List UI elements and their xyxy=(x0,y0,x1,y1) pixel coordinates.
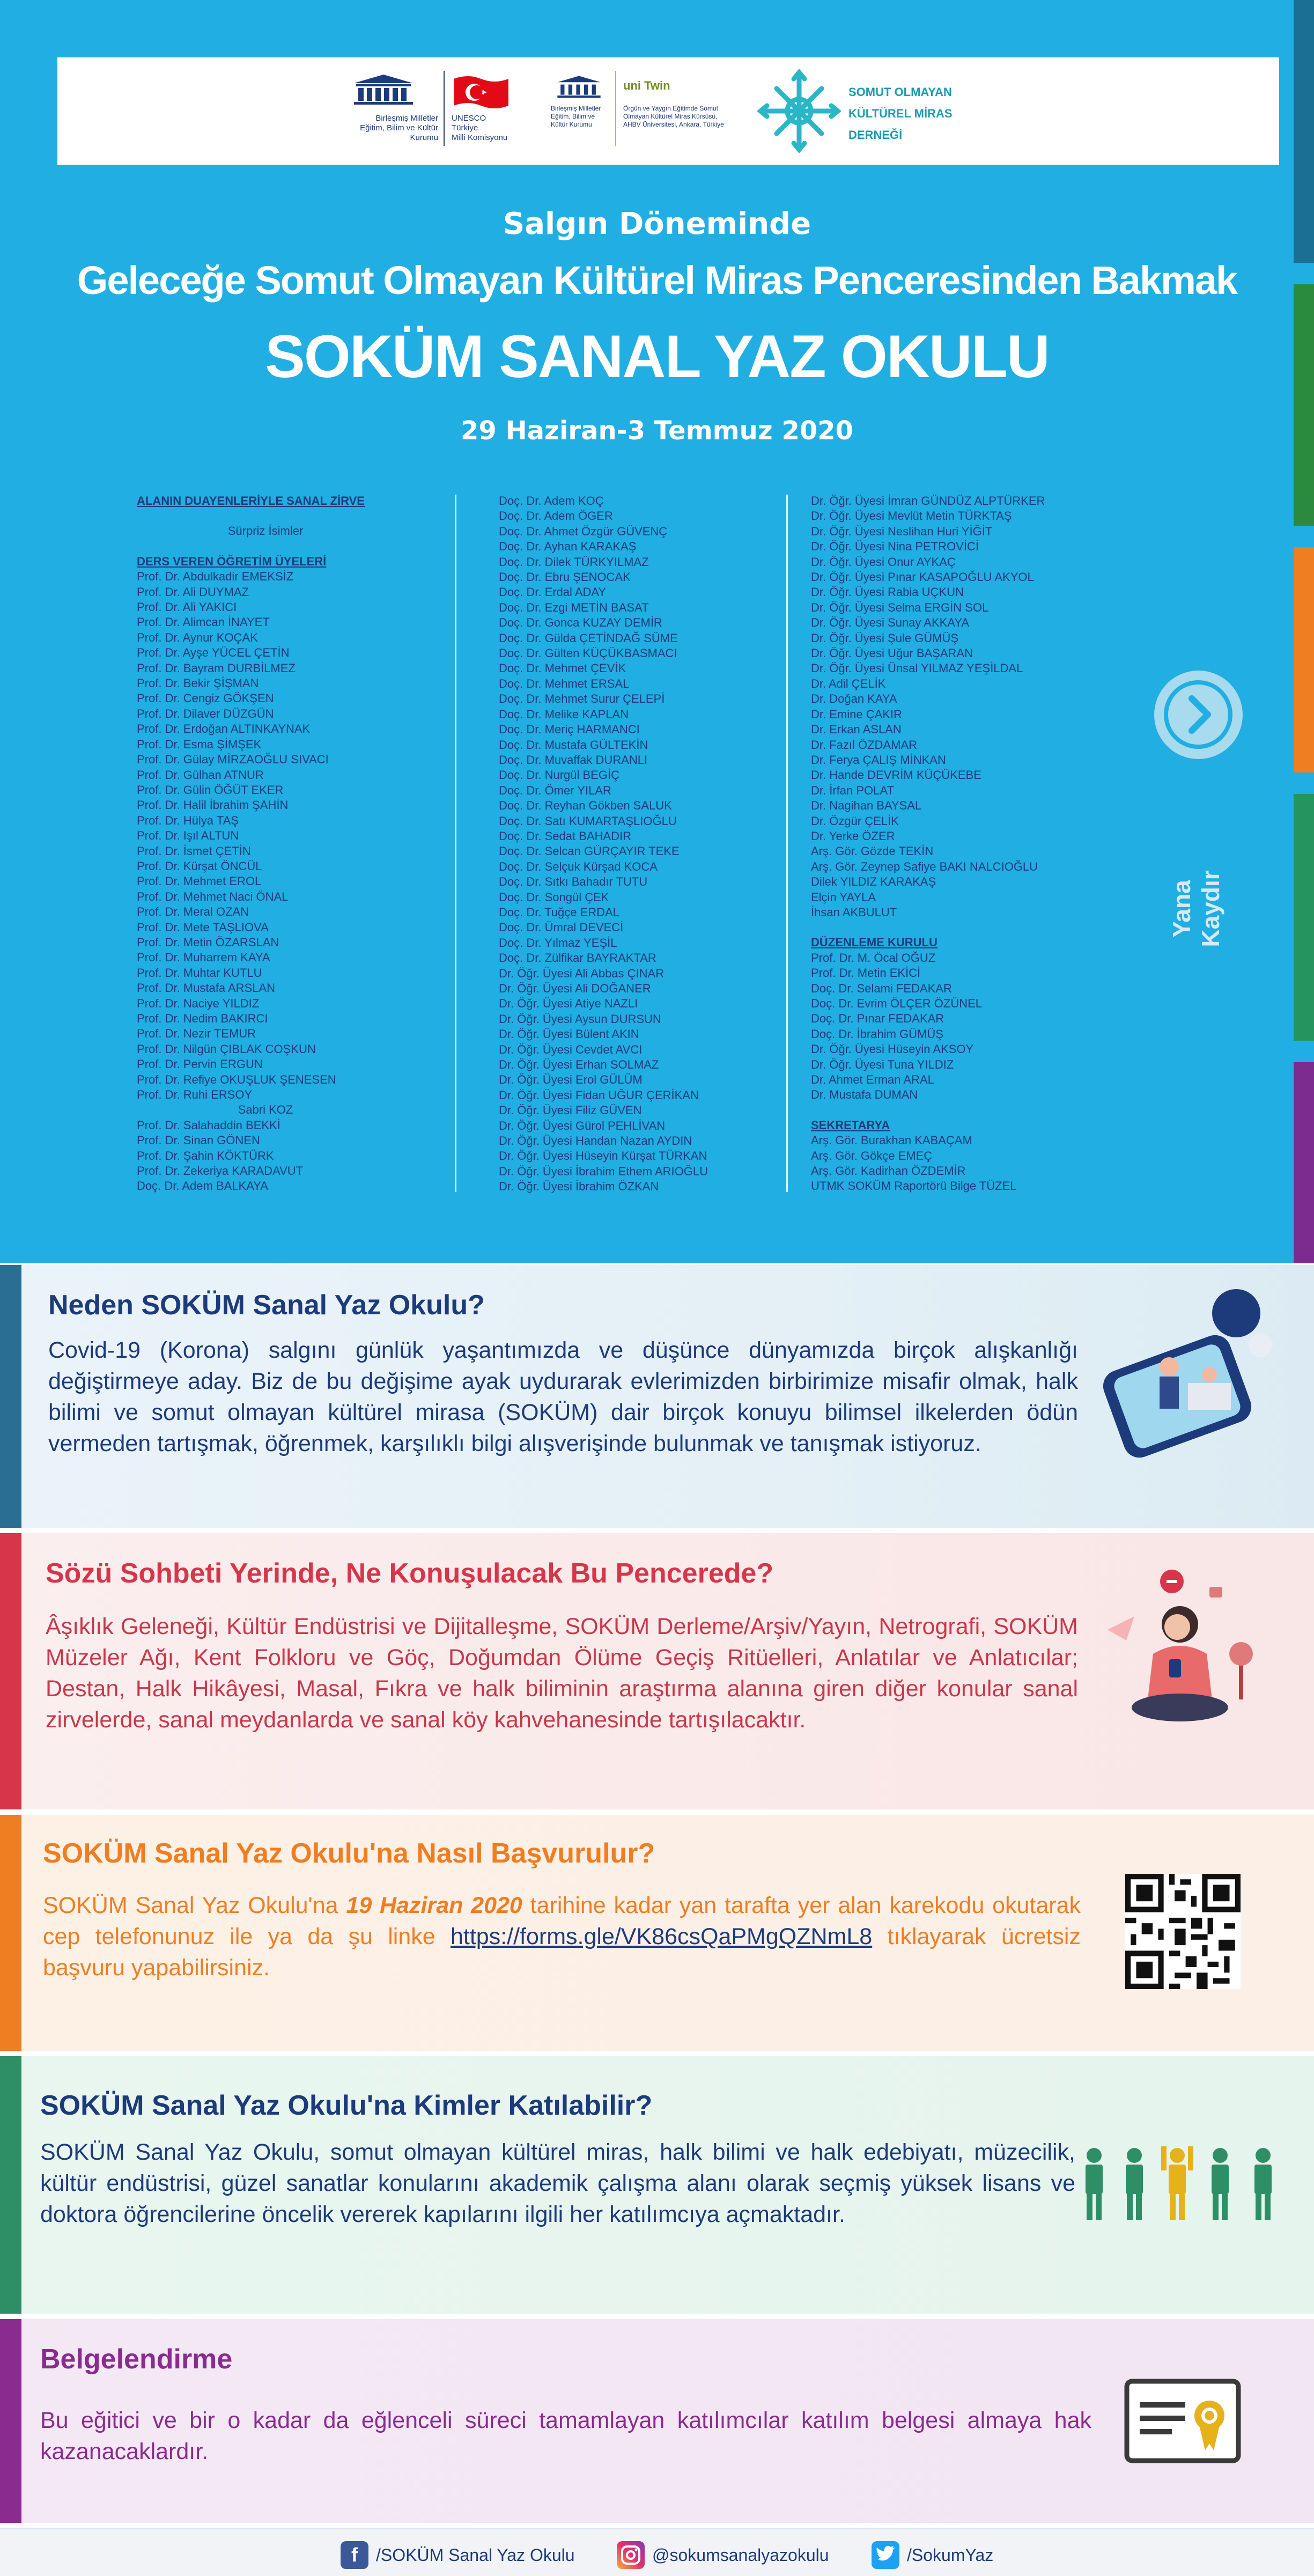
faculty-name: Dr. Öğr. Üyesi Bülent AKIN xyxy=(499,1027,639,1041)
faculty-name: Doç. Dr. Yılmaz YEŞİL xyxy=(499,936,617,950)
faculty-name: Dr. Öğr. Üyesi Mevlüt Metin TÜRKTAŞ xyxy=(811,509,1012,523)
faculty-name: Dr. Nagihan BAYSAL xyxy=(811,799,922,813)
faculty-name: Dr. Öğr. Üyesi Sunay AKKAYA xyxy=(811,616,970,630)
faculty-name: UTMK SOKÜM Raportörü Bilge TÜZEL xyxy=(811,1179,1017,1193)
facebook-icon: f xyxy=(341,2541,368,2569)
faculty-name: İhsan AKBULUT xyxy=(811,905,897,919)
faculty-name: Dr. Ferya ÇALIŞ MİNKAN xyxy=(811,753,946,767)
stripe-orange xyxy=(1294,547,1314,772)
faculty-name: Prof. Dr. Şahin KÖKTÜRK xyxy=(137,1149,274,1162)
section-why xyxy=(0,1265,1314,1528)
faculty-name: Prof. Dr. Nedim BAKIRCI xyxy=(137,1012,268,1025)
turkish-flag-icon xyxy=(452,73,511,111)
logo-divider xyxy=(444,71,445,146)
faculty-name: Prof. Dr. M. Öcal OĞUZ xyxy=(811,951,936,965)
faculty-name: Doç. Dr. Satı KUMARTAŞLIOĞLU xyxy=(499,814,677,828)
section-why-title: Neden SOKÜM Sanal Yaz Okulu? xyxy=(48,1290,485,1321)
faculty-name: Prof. Dr. Nilgün ÇIBLAK COŞKUN xyxy=(137,1042,316,1056)
event-dates: 29 Haziran-3 Temmuz 2020 xyxy=(460,416,854,446)
faculty-name: Prof. Dr. Işıl ALTUN xyxy=(137,829,239,843)
faculty-name: Dr. Öğr. Üyesi İmran GÜNDÜZ ALPTÜRKER xyxy=(811,494,1045,507)
faculty-name: Prof. Dr. Alimcan İNAYET xyxy=(137,615,270,629)
faculty-name: Dr. Öğr. Üyesi Fidan UĞUR ÇERİKAN xyxy=(499,1088,699,1102)
section-certificate-body: Bu eğitici ve bir o kadar da eğlenceli süreci tamamlayan katılımcılar katılım belgesi almaya hak kazanacaklardır. xyxy=(40,2408,1091,2464)
faculty-name: Doç. Dr. Reyhan Gökben SALUK xyxy=(499,799,672,813)
faculty-name: Doç. Dr. Ahmet Özgür GÜVENÇ xyxy=(499,524,668,538)
unitwin-text: Örgün ve Yaygın Eğitimde Somut Olmayan Kültürel Miras Kürsüsü, AHBV Üniversitesi, Ankara, Türkiye xyxy=(623,105,724,128)
faculty-name: Prof. Dr. Cengiz GÖKŞEN xyxy=(137,691,274,705)
faculty-name: Dr. Fazıl ÖZDAMAR xyxy=(811,738,918,752)
faculty-name: Arş. Gör. Burakhan KABAÇAM xyxy=(811,1134,972,1147)
column-heading: ALANIN DUAYENLERİYLE SANAL ZİRVE xyxy=(137,494,365,507)
faculty-name: Dr. Öğr. Üyesi Neslihan Huri YİĞİT xyxy=(811,524,993,538)
section-topics-body: Âşıklık Geleneği, Kültür Endüstrisi ve Dijitalleşme, SOKÜM Derleme/Arşiv/Yayın, Netrografi, SOKÜM Müzeler Ağı, Kent Folkloru ve Göç, Doğumdan Ölüme Geçiş Ritüelleri, Anlatılar ve Anlatıcılar; Destan, Halk Hikâyesi, Masal, Fıkra ve halk biliminin araştırma alanına giren diğer konular sanal zirvelerde, sanal meydanlarda ve sanal köy kahvehanesinde tartışılacaktır. xyxy=(46,1614,1078,1733)
faculty-name: Dr. Öğr. Üyesi Handan Nazan AYDIN xyxy=(499,1134,692,1148)
faculty-name: Prof. Dr. Halil İbrahim ŞAHİN xyxy=(137,798,289,812)
section-apply xyxy=(0,1815,1314,2051)
sokum-association-icon xyxy=(756,68,842,154)
faculty-name: Doç. Dr. Gonca KUZAY DEMİR xyxy=(499,616,662,630)
faculty-name: Doç. Dr. Evrim ÖLÇER ÖZÜNEL xyxy=(811,997,983,1010)
faculty-name: Arş. Gör. Gökçe EMEÇ xyxy=(811,1149,933,1162)
faculty-name: Prof. Dr. Kürşat ÖNCÜL xyxy=(137,859,262,873)
faculty-name: Dr. Öğr. Üyesi Ali Abbas ÇINAR xyxy=(499,966,665,980)
faculty-name: Dr. İrfan POLAT xyxy=(811,783,894,797)
footer-social-bar xyxy=(0,2528,1314,2576)
faculty-name: Prof. Dr. Hülya TAŞ xyxy=(137,813,239,827)
page-title: SOKÜM SANAL YAZ OKULU xyxy=(265,323,1049,390)
stripe-green xyxy=(1294,284,1314,526)
faculty-name: Dr. Öğr. Üyesi Cevdet AVCI xyxy=(499,1042,643,1056)
faculty-name: Dr. Öğr. Üyesi Ali DOĞANER xyxy=(499,982,651,995)
swipe-label: Yana Kaydır xyxy=(1168,870,1224,947)
instagram-icon xyxy=(617,2541,645,2569)
section-who xyxy=(0,2056,1314,2314)
twitter-icon xyxy=(872,2541,899,2569)
faculty-name: Doç. Dr. Pınar FEDAKAR xyxy=(811,1012,944,1026)
column-divider-1 xyxy=(455,495,456,1192)
twitter-label: /SokumYaz xyxy=(907,2545,994,2565)
faculty-name: Doç. Dr. Songül ÇEK xyxy=(499,890,609,904)
next-page-button[interactable] xyxy=(1154,671,1243,759)
twitter-link[interactable] xyxy=(872,2541,993,2569)
unesco-name-text-2: Birleşmiş Milletler Eğitim, Bilim ve Kültür Kurumu xyxy=(551,105,601,128)
column-spacer xyxy=(811,920,1154,935)
unitwin-logo: uni Twin xyxy=(623,79,670,92)
faculty-name: Prof. Dr. Esma ŞİMŞEK xyxy=(137,737,262,751)
faculty-name: Prof. Dr. Metin ÖZARSLAN xyxy=(137,935,279,949)
faculty-name: Dilek YILDIZ KARAKAŞ xyxy=(811,875,936,889)
faculty-name: Arş. Gör. Gözde TEKİN xyxy=(811,844,934,858)
section-certificate xyxy=(0,2319,1314,2523)
faculty-name: Dr. Öğr. Üyesi Hüseyin AKSOY xyxy=(811,1042,974,1056)
faculty-name: Doç. Dr. Gülten KÜÇÜKBASMACI xyxy=(499,646,677,660)
column-faculty-1 xyxy=(137,494,394,1194)
faculty-name: Prof. Dr. Refiye OKUŞLUK ŞENESEN xyxy=(137,1072,336,1086)
column-faculty-3 xyxy=(811,494,1154,1194)
faculty-name: Doç. Dr. Mehmet ERSAL xyxy=(499,676,630,690)
faculty-name: Dr. Öğr. Üyesi Hüseyin Kürşat TÜRKAN xyxy=(499,1149,707,1163)
faculty-name: Dr. Öğr. Üyesi Selma ERGİN SOL xyxy=(811,600,989,614)
faculty-name: Dr. Yerke ÖZER xyxy=(811,829,895,843)
faculty-name: Doç. Dr. Zülfikar BAYRAKTAR xyxy=(499,951,656,965)
facebook-link[interactable] xyxy=(341,2541,575,2569)
faculty-name: Prof. Dr. Bekir ŞİŞMAN xyxy=(137,676,259,690)
faculty-name: Dr. Öğr. Üyesi Uğur BAŞARAN xyxy=(811,646,973,660)
section-who-title: SOKÜM Sanal Yaz Okulu'na Kimler Katılabilir? xyxy=(40,2090,653,2121)
faculty-name: Doç. Dr. Tuğçe ERDAL xyxy=(499,905,619,919)
faculty-name: Dr. Öğr. Üyesi Şule GÜMÜŞ xyxy=(811,631,959,645)
faculty-name: Prof. Dr. Ruhi ERSOY xyxy=(137,1088,253,1102)
faculty-name: Prof. Dr. Gülay MİRZAOĞLU SIVACI xyxy=(137,753,329,767)
faculty-name: Doç. Dr. Ömer YILAR xyxy=(499,783,611,797)
faculty-name: Prof. Dr. Ali YAKICI xyxy=(137,600,237,614)
faculty-name: Doç. Dr. Mustafa GÜLTEKİN xyxy=(499,738,648,752)
faculty-name: Doç. Dr. Ebru ŞENOCAK xyxy=(499,570,631,584)
faculty-name: Doç. Dr. Dilek TÜRKYILMAZ xyxy=(499,555,649,569)
faculty-name: Prof. Dr. Abdulkadir EMEKSİZ xyxy=(137,570,294,584)
header-subtitle: Salgın Döneminde xyxy=(503,207,811,241)
faculty-name: Prof. Dr. Zekeriya KARADAVUT xyxy=(137,1164,304,1178)
faculty-name: Dr. Öğr. Üyesi Atiye NAZLI xyxy=(499,997,638,1011)
faculty-name: Dr. Öğr. Üyesi İbrahim Ethem ARIOĞLU xyxy=(499,1164,708,1178)
section-certificate-title: Belgelendirme xyxy=(40,2344,233,2375)
faculty-name: Doç. Dr. Ayhan KARAKAŞ xyxy=(499,540,637,554)
faculty-name: Dr. Öğr. Üyesi Ünsal YILMAZ YEŞİLDAL xyxy=(811,661,1023,675)
unesco-name-text: Birleşmiş Milletler Eğitim, Bilim ve Kültür Kurumu xyxy=(360,114,438,142)
header-theme: Geleceğe Somut Olmayan Kültürel Miras Penceresinden Bakmak xyxy=(77,258,1237,303)
faculty-name: Doç. Dr. Mehmet Surur ÇELEPİ xyxy=(499,692,665,706)
section-apply-title: SOKÜM Sanal Yaz Okulu'na Nasıl Başvurulur? xyxy=(43,1838,655,1869)
section-topics xyxy=(0,1533,1314,1809)
online-class-illustration xyxy=(1099,1286,1276,1463)
section-why-accent xyxy=(0,1265,21,1528)
instagram-link[interactable] xyxy=(617,2541,829,2569)
faculty-name: Prof. Dr. Mustafa ARSLAN xyxy=(137,981,275,995)
faculty-name: Dr. Öğr. Üyesi Nina PETROVİCİ xyxy=(811,540,979,554)
faculty-name: Doç. Dr. Selçuk Kürşad KOCA xyxy=(499,859,658,873)
faculty-name: Dr. Öğr. Üyesi Aysun DURSUN xyxy=(499,1012,661,1026)
faculty-name: Dr. Erkan ASLAN xyxy=(811,723,902,737)
logo-divider-2 xyxy=(615,71,616,146)
section-certificate-accent xyxy=(0,2319,21,2523)
section-topics-accent xyxy=(0,1533,21,1809)
faculty-name: Dr. Öğr. Üyesi Onur AYKAÇ xyxy=(811,555,956,569)
faculty-name: Doç. Dr. Mehmet ÇEVİK xyxy=(499,661,626,675)
faculty-name: Doç. Dr. Adem KOÇ xyxy=(499,494,604,507)
faculty-name: Doç. Dr. Selcan GÜRÇAYIR TEKE xyxy=(499,844,680,858)
people-group-icon xyxy=(1078,2142,1293,2222)
faculty-name: Prof. Dr. Nezir TEMUR xyxy=(137,1027,256,1041)
chevron-right-icon xyxy=(1154,671,1243,759)
faculty-name: Dr. Öğr. Üyesi Rabia UÇKUN xyxy=(811,585,964,599)
faculty-name: Doç. Dr. Muvaffak DURANLI xyxy=(499,753,648,767)
faculty-name: Doç. Dr. Ezgi METİN BASAT xyxy=(499,600,649,614)
column-heading: SEKRETARYA xyxy=(811,1118,890,1132)
faculty-name: Prof. Dr. Naciye YILDIZ xyxy=(137,996,260,1010)
faculty-name: Dr. Öğr. Üyesi Gürol PEHLİVAN xyxy=(499,1118,666,1132)
faculty-name: Prof. Dr. Gülin ÖĞÜT EKER xyxy=(137,783,284,797)
faculty-name: Doç. Dr. Adem BALKAYA xyxy=(137,1179,268,1193)
faculty-name: Arş. Gör. Zeynep Safiye BAKI NALCIOĞLU xyxy=(811,859,1038,873)
faculty-name: Dr. Öğr. Üyesi Erhan SOLMAZ xyxy=(499,1058,659,1072)
column-heading: DÜZENLEME KURULU xyxy=(811,936,937,950)
faculty-name: Dr. Öğr. Üyesi Pınar KASAPOĞLU AKYOL xyxy=(811,570,1034,584)
sokum-association-text: SOMUT OLMAYAN KÜLTÜREL MİRAS DERNEĞİ xyxy=(848,85,953,142)
stripe-purple xyxy=(1294,1062,1314,1263)
certificate-icon xyxy=(1124,2378,1242,2464)
faculty-name: Dr. Mustafa DUMAN xyxy=(811,1088,918,1102)
faculty-name: Prof. Dr. Salahaddin BEKKİ xyxy=(137,1118,280,1132)
section-who-accent xyxy=(0,2056,21,2314)
faculty-name: Dr. Emine ÇAKIR xyxy=(811,707,902,721)
faculty-name: Prof. Dr. Bayram DURBİLMEZ xyxy=(137,661,296,675)
faculty-name: Doç. Dr. Erdal ADAY xyxy=(499,585,607,599)
apply-text-post: tarihine kadar yan tarafta yer alan karekodu okutarak cep telefonunuz ile ya da şu linke xyxy=(43,1893,1081,1949)
faculty-name: Prof. Dr. Mehmet EROL xyxy=(137,874,262,888)
section-why-body: Covid-19 (Korona) salgını günlük yaşantımızda ve düşünce dünyamızda birçok alışkanlığı değiştirmeye aday. Biz de bu değişime ayak uydurarak evlerimizden birbirimize misafir olmak, halk bilimi ve somut olmayan kültürel mirasa (SOKÜM) dair birçok konuyu bilimsel ilkelerden ödün vermeden tartışmak, öğrenmek, karşılıklı bilgi alışverişinde bulunmak ve tanışmak istiyoruz. xyxy=(48,1337,1078,1456)
faculty-name: Dr. Öğr. Üyesi İbrahim ÖZKAN xyxy=(499,1180,659,1194)
facebook-label: /SOKÜM Sanal Yaz Okulu xyxy=(376,2545,575,2565)
column-heading: DERS VEREN ÖĞRETİM ÜYELERİ xyxy=(137,554,327,568)
faculty-name: Doç. Dr. Adem ÖGER xyxy=(499,509,613,523)
instagram-label: @sokumsanalyazokulu xyxy=(652,2545,829,2565)
faculty-name: Elçin YAYLA xyxy=(811,890,876,904)
faculty-name: Dr. Özgür ÇELİK xyxy=(811,814,899,828)
faculty-name: Doç. Dr. İbrahim GÜMÜŞ xyxy=(811,1027,943,1041)
apply-text-end: tıklayarak ücretsiz başvuru yapabilirsiniz. xyxy=(43,1924,1081,1981)
faculty-name: Doç. Dr. Meriç HARMANCI xyxy=(499,723,640,737)
faculty-name: Doç. Dr. Ümral DEVECİ xyxy=(499,921,624,934)
unesco-temple-icon xyxy=(349,73,418,106)
faculty-name: Doç. Dr. Selami FEDAKAR xyxy=(811,981,952,995)
logo-bar xyxy=(57,57,1279,165)
section-topics-title: Sözü Sohbeti Yerinde, Ne Konuşulacak Bu Pencerede? xyxy=(46,1558,774,1589)
faculty-name: Arş. Gör. Kadirhan ÖZDEMİR xyxy=(811,1164,966,1178)
social-media-woman-illustration xyxy=(1102,1565,1279,1726)
faculty-name: Prof. Dr. Gülhan ATNUR xyxy=(137,768,264,782)
apply-text-pre: SOKÜM Sanal Yaz Okulu'na xyxy=(43,1893,346,1918)
faculty-name: Dr. Hande DEVRİM KÜÇÜKEBE xyxy=(811,768,981,782)
column-spacer xyxy=(137,539,394,554)
section-apply-body xyxy=(43,1890,1081,1983)
faculty-name: Doç. Dr. Gülda ÇETİNDAĞ SÜME xyxy=(499,631,678,645)
qr-code-icon[interactable] xyxy=(1125,1874,1241,1989)
section-who-body: SOKÜM Sanal Yaz Okulu, somut olmayan kültürel miras, halk bilimi ve halk edebiyatı, müzecilik, kültür endüstrisi, güzel sanatlar konularını akademik çalışma alanı olarak seçmiş yüksek lisans ve doktora öğrencilerine öncelik vererek kapılarını ilgili her katılımcıya açmaktadır. xyxy=(40,2139,1075,2227)
faculty-name: Dr. Doğan KAYA xyxy=(811,692,897,706)
column-spacer xyxy=(811,1103,1154,1118)
faculty-name: Prof. Dr. Mete TAŞLIOVA xyxy=(137,920,269,934)
faculty-name: Doç. Dr. Sedat BAHADIR xyxy=(499,829,631,843)
apply-form-link[interactable]: https://forms.gle/VK86csQaPMgQZNmL8 xyxy=(450,1924,873,1949)
faculty-name: Prof. Dr. Erdoğan ALTINKAYNAK xyxy=(137,722,311,736)
faculty-name: Prof. Dr. Muhtar KUTLU xyxy=(137,966,262,980)
faculty-name: Dr. Ahmet Erman ARAL xyxy=(811,1073,934,1087)
faculty-name: Sürpriz İsimler xyxy=(227,524,304,538)
stripe-green-2 xyxy=(1294,794,1314,1041)
column-divider-2 xyxy=(786,495,788,1192)
column-faculty-2 xyxy=(499,494,799,1195)
faculty-name: Doç. Dr. Sıtkı Bahadır TUTU xyxy=(499,875,648,889)
faculty-name: Prof. Dr. Aynur KOÇAK xyxy=(137,630,258,644)
faculty-name: Prof. Dr. Dilaver DÜZGÜN xyxy=(137,706,274,720)
faculty-name: Prof. Dr. Pervin ERGUN xyxy=(137,1057,263,1071)
faculty-name: Prof. Dr. Sinan GÖNEN xyxy=(137,1134,260,1147)
faculty-name: Prof. Dr. Meral OZAN xyxy=(137,905,249,919)
faculty-name: Prof. Dr. İsmet ÇETİN xyxy=(137,844,251,858)
unesco-turkey-text: UNESCO Türkiye Milli Komisyonu xyxy=(452,114,508,142)
faculty-name: Prof. Dr. Mehmet Naci ÖNAL xyxy=(137,889,289,903)
faculty-name: Doç. Dr. Melike KAPLAN xyxy=(499,707,629,721)
faculty-name: Dr. Öğr. Üyesi Tuna YILDIZ xyxy=(811,1057,954,1071)
apply-deadline: 19 Haziran 2020 xyxy=(346,1893,522,1918)
faculty-name: Dr. Öğr. Üyesi Filiz GÜVEN xyxy=(499,1103,642,1117)
unesco-temple-icon-2 xyxy=(553,73,604,100)
faculty-name: Prof. Dr. Metin EKİCİ xyxy=(811,966,921,980)
faculty-name: Doç. Dr. Nurgül BEGİÇ xyxy=(499,768,619,782)
faculty-name: Prof. Dr. Ali DUYMAZ xyxy=(137,585,249,599)
faculty-name: Sabri KOZ xyxy=(238,1103,293,1117)
faculty-name: Prof. Dr. Ayşe YÜCEL ÇETİN xyxy=(137,646,290,660)
section-apply-accent xyxy=(0,1815,21,2051)
column-spacer xyxy=(137,509,394,524)
faculty-name: Prof. Dr. Muharrem KAYA xyxy=(137,951,270,965)
faculty-name: Dr. Öğr. Üyesi Erol GÜLÜM xyxy=(499,1073,643,1087)
faculty-name: Dr. Adil ÇELİK xyxy=(811,676,886,690)
